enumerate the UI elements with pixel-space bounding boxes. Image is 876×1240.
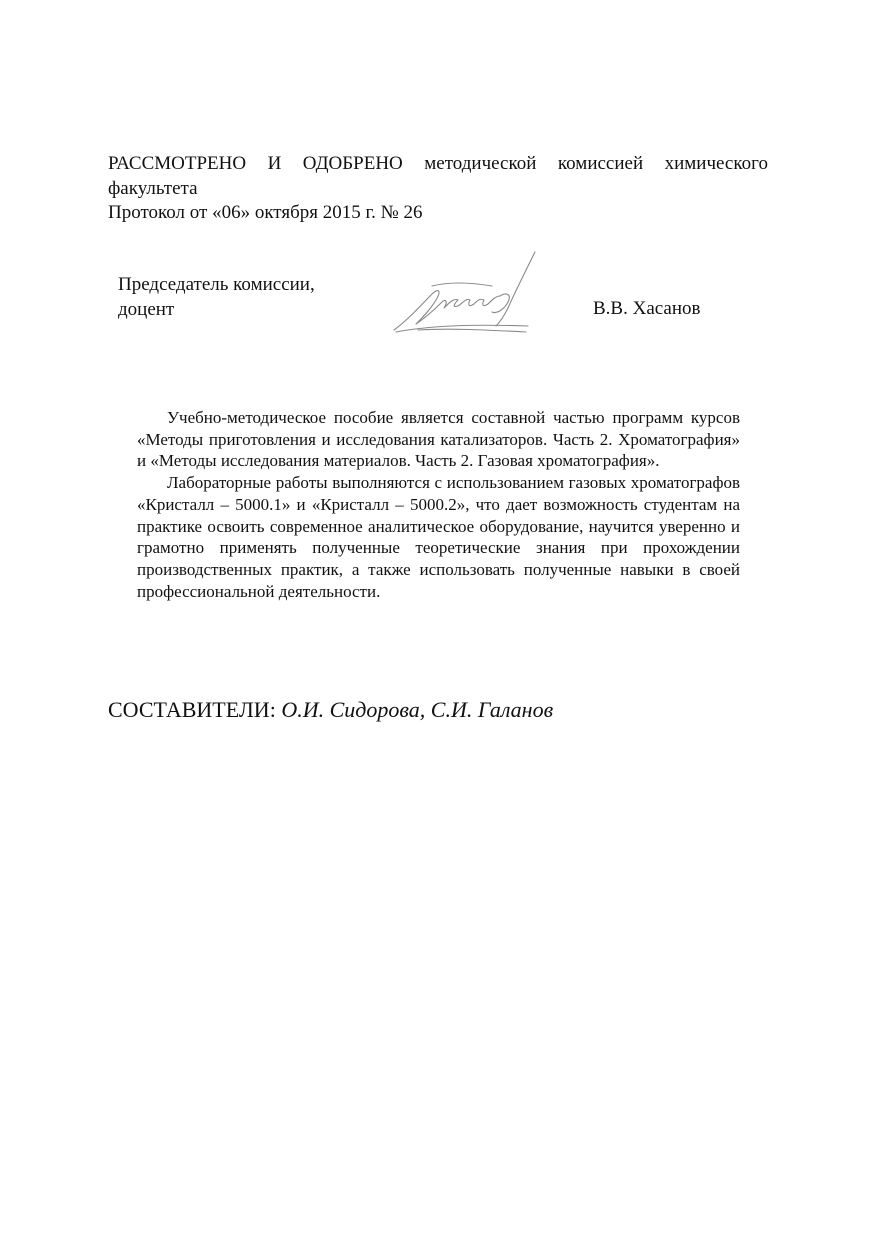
approval-word: И	[267, 153, 282, 174]
approval-line-2: факультета	[108, 177, 198, 199]
annotation-paragraph-1: Учебно-методическое пособие является составной частью программ курсов «Методы приготовления и исследования катализаторов. Часть 2. Хроматография» и «Методы исследования материалов. Часть 2. Газовая хроматография».	[137, 408, 740, 471]
approval-line-1	[108, 152, 768, 177]
signature-image	[388, 246, 540, 338]
approval-word: химического	[664, 153, 768, 174]
approval-word: комиссией	[557, 153, 644, 174]
chair-title	[118, 273, 315, 322]
chair-name: В.В. Хасанов	[593, 298, 701, 319]
approval-word: ОДОБРЕНО	[302, 153, 403, 174]
chair-title-line-1: Председатель комиссии,	[118, 274, 315, 295]
authors-names: О.И. Сидорова, С.И. Галанов	[281, 697, 554, 722]
protocol-line: Протокол от «06» октября 2015 г. № 26	[108, 202, 423, 223]
authors-line	[108, 696, 553, 724]
approval-word: методической	[424, 153, 537, 174]
annotation-paragraph-2: Лабораторные работы выполняются с использованием газовых хроматографов «Кристалл – 5000.1» и «Кристалл – 5000.2», что дает возможность студентам на практике освоить современное аналитическое оборудование, научится уверенно и грамотно применять полученные теоретические знания при прохождении производственных практик, а также использовать полученные навыки в своей профессиональной деятельности.	[137, 473, 740, 601]
chair-title-line-2: доцент	[118, 298, 175, 320]
approval-word: РАССМОТРЕНО	[108, 153, 247, 174]
authors-label: СОСТАВИТЕЛИ:	[108, 697, 276, 722]
annotation-text	[137, 407, 740, 602]
approval-block	[108, 152, 768, 226]
